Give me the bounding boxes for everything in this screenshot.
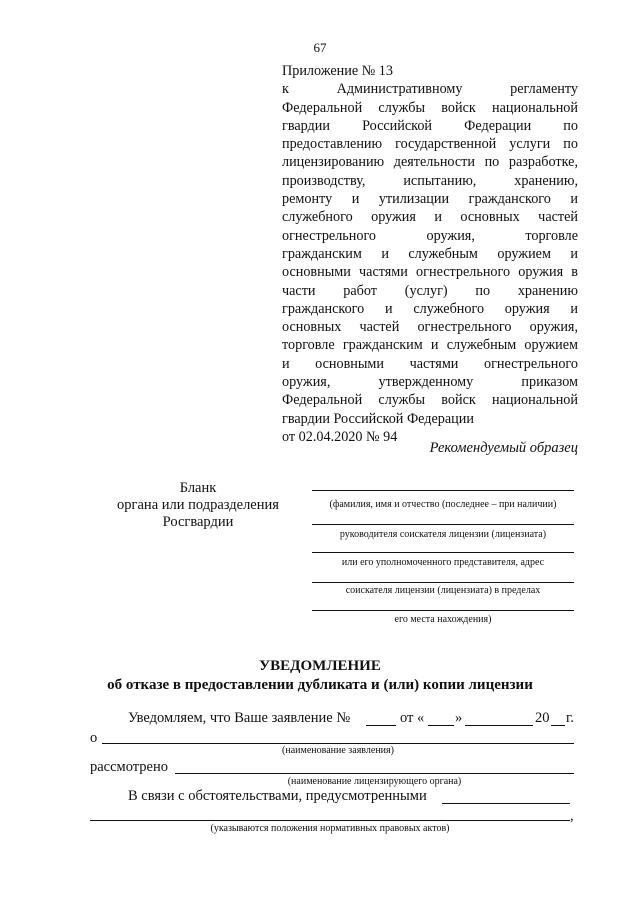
appendix-line: и основными частями огнестрельного (282, 355, 578, 372)
circumstances-text: В связи с обстоятельствами, предусмотренными (128, 788, 427, 804)
reviewed-label: рассмотрено (90, 759, 169, 775)
appendix-line: торговле гражданским и служебным оружием (282, 337, 578, 354)
appendix-line: основных частей огнестрельного оружия, (282, 319, 578, 336)
appendix-line: служебного оружия и основных частей (282, 209, 578, 226)
year-suffix: г. (566, 710, 574, 726)
appendix-line: от 02.04.2020 № 94 (282, 428, 398, 445)
appendix-line: Приложение № 13 (282, 63, 393, 79)
application-name-field[interactable] (102, 743, 574, 744)
appendix-line: гвардии Российской Федерации по (282, 117, 578, 134)
day-field[interactable] (428, 725, 454, 726)
appendix-line: к Административному регламенту (282, 81, 578, 98)
appendix-line: части работ (услуг) по хранению (282, 282, 578, 299)
appendix-line: основными частями огнестрельного оружия в (282, 264, 578, 281)
appendix-line: производству, испытанию, хранению, (282, 172, 578, 189)
blank-line-1: Бланк (179, 480, 217, 496)
comma: , (570, 808, 574, 824)
appendix-line: оружия, утвержденному приказом (282, 374, 578, 391)
month-field[interactable] (465, 725, 533, 726)
appendix-line: предоставлению государственной услуги по (282, 136, 578, 153)
quote-close: » (455, 710, 463, 726)
year-field[interactable] (551, 725, 565, 726)
legal-acts-field[interactable] (90, 820, 570, 821)
legal-acts-hint: (указываются положения нормативных правовых актов) (210, 823, 450, 834)
appendix-line: гвардии Российской Федерации (282, 410, 474, 427)
appendix-line: Федеральной службы войск национальной (282, 99, 578, 116)
circumstances-field[interactable] (442, 803, 570, 804)
blank-block (100, 480, 296, 531)
addressee-line-2[interactable] (312, 524, 574, 525)
licensing-body-field[interactable] (175, 773, 574, 774)
appendix-line: гражданского и служебного оружия и (282, 300, 578, 317)
addressee-line-3[interactable] (312, 552, 574, 553)
blank-line-2: органа или подразделения (117, 497, 279, 513)
application-number-field[interactable] (366, 725, 396, 726)
appendix-line: гражданским и служебным оружием и (282, 245, 578, 262)
page-number: 67 (313, 40, 327, 55)
addressee-hint-1: (фамилия, имя и отчество (последнее – при наличии) (329, 499, 557, 510)
addressee-hint-2: руководителя соискателя лицензии (лицензиата) (339, 529, 547, 540)
about-label: о (90, 730, 98, 746)
from-label: от « (400, 710, 425, 726)
year-prefix: 20 (535, 710, 550, 726)
document-subtitle: об отказе в предоставлении дубликата и (или) копии лицензии (107, 677, 533, 693)
appendix-line: огнестрельного оружия, торговле (282, 227, 578, 244)
addressee-line-1[interactable] (312, 490, 574, 491)
addressee-line-4[interactable] (312, 582, 574, 583)
appendix-line: ремонту и утилизации гражданского и (282, 191, 578, 208)
notify-text: Уведомляем, что Ваше заявление № (128, 710, 351, 726)
document-title: УВЕДОМЛЕНИЕ (259, 658, 381, 674)
appendix-line: Федеральной службы войск национальной (282, 392, 578, 409)
licensing-body-hint: (наименование лицензирующего органа) (287, 776, 462, 787)
application-name-hint: (наименование заявления) (282, 745, 394, 756)
sample-label: Рекомендуемый образец (429, 440, 578, 456)
addressee-hint-5: его места нахождения) (394, 614, 492, 625)
addressee-hint-3: или его уполномоченного представителя, адрес (341, 557, 545, 568)
addressee-line-5[interactable] (312, 610, 574, 611)
blank-line-3: Росгвардии (162, 514, 234, 530)
appendix-line: лицензированию деятельности по разработке, (282, 154, 578, 171)
appendix-block (282, 62, 578, 446)
addressee-hint-4: соискателя лицензии (лицензиата) в пределах (345, 585, 541, 596)
